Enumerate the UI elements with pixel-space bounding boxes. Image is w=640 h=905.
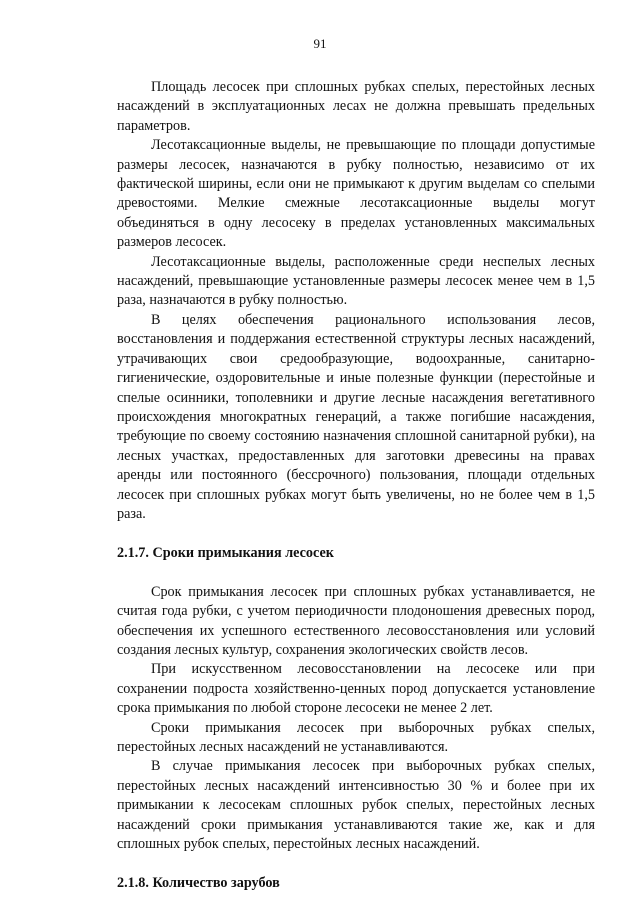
paragraph: Лесотаксационные выделы, не превышающие по площади допустимые размеры лесосек, назначаются в рубку полностью, независимо от их фактической ширины, если они не примыкают к другим выделам со спелыми древостоями. Мелкие смежные лесотаксационные выделы могут объединяться в одну лесосеку в пределах установленных максимальных размеров лесосек. — [117, 137, 595, 251]
paragraph: Срок примыкания лесосек при сплошных рубках устанавливается, не считая года рубки, с учетом периодичности плодоношения древесных пород, обеспечения их успешного естественного лесовосстановления или условий создания лесных культур, сохранения экологических свойств лесов. — [117, 583, 595, 658]
paragraph: При искусственном лесовосстановлении на лесосеке или при сохранении подроста хозяйственно-ценных пород допускается установление срока примыкания по любой стороне лесосеки не менее 2 лет. — [117, 661, 595, 717]
paragraph: Лесотаксационные выделы, расположенные среди неспелых лесных насаждений, превышающие установленные размеры лесосек менее чем в 1,5 раза, назначаются в рубку полностью. — [117, 253, 595, 309]
page-number: 91 — [313, 36, 327, 51]
document-body — [117, 78, 595, 894]
paragraph: В случае примыкания лесосек при выборочных рубках спелых, перестойных лесных насаждений интенсивностью 30 % и более при их примыкании к лесосекам сплошных рубок спелых, перестойных лесных насаждений сроки примыкания устанавливаются такие же, как и для сплошных рубок спелых, перестойных лесных насаждений. — [117, 758, 595, 853]
paragraph: В целях обеспечения рационального использования лесов, восстановления и поддержания естественной структуры лесных насаждений, утрачивающих свои средообразующие, водоохранные, санитарно-гигиенические, оздоровительные и иные полезные функции (перестойные и спелые осинники, тополевники и другие лесные насаждения вегетативного происхождения многократных генераций, а также погибшие насаждения, требующие по своему состоянию назначения сплошной санитарной рубки), на лесных участках, предоставленных для заготовки древесины на правах аренды или постоянного (бессрочного) пользования, площади отдельных лесосек при сплошных рубках могут быть увеличены, но не более чем в 1,5 раза. — [117, 311, 595, 522]
paragraph: Сроки примыкания лесосек при выборочных рубках спелых, перестойных лесных насаждений не устанавливаются. — [117, 719, 595, 755]
section-heading-2-1-7: 2.1.7. Сроки примыкания лесосек — [117, 545, 334, 562]
paragraph: Площадь лесосек при сплошных рубках спелых, перестойных лесных насаждений в эксплуатационных лесах не должна превышать предельных параметров. — [117, 79, 595, 134]
section-heading-2-1-8: 2.1.8. Количество зарубов — [117, 875, 280, 892]
